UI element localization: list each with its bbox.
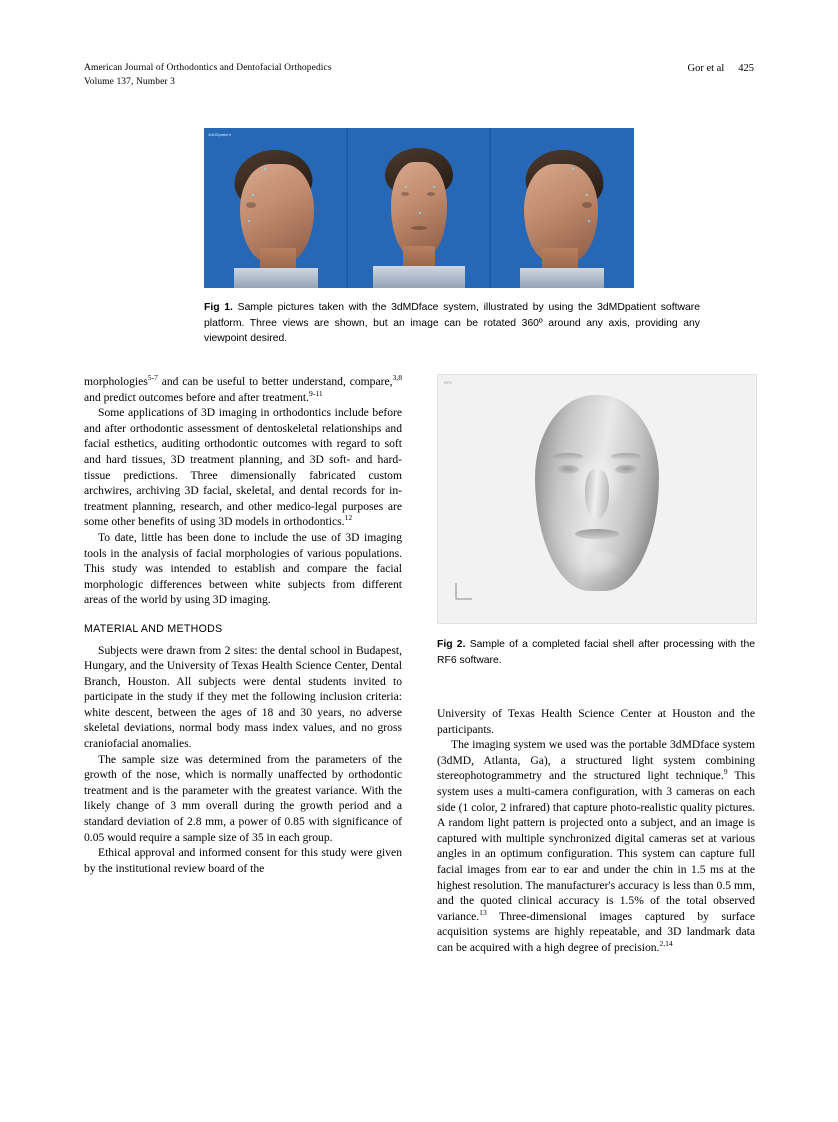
figure-2-viewer-tag: RF6 bbox=[444, 380, 452, 385]
reference-superscript: 12 bbox=[344, 513, 353, 523]
volume-issue: Volume 137, Number 3 bbox=[84, 76, 176, 87]
facial-shell-mesh bbox=[535, 395, 659, 591]
section-heading-material-and-methods: MATERIAL AND METHODS bbox=[84, 622, 223, 635]
running-head-right bbox=[688, 62, 755, 76]
page-number: 425 bbox=[738, 63, 754, 74]
body-paragraph: To date, little has been done to include the use of 3D imaging tools in the analysis of facial morphologies of various populations. This study was intended to establish and compare the facial morphologic differences between white subjects from different areas of the world by using 3D imaging. bbox=[84, 530, 402, 607]
reference-superscript: 9 bbox=[723, 767, 728, 777]
reference-superscript: 13 bbox=[479, 907, 487, 917]
figure-1-view-left-profile bbox=[204, 128, 347, 288]
figure-1-view-frontal bbox=[347, 128, 490, 288]
reference-superscript: 3,8 bbox=[392, 373, 402, 383]
left-paragraphs-top bbox=[84, 374, 402, 608]
left-paragraphs-bottom bbox=[84, 643, 402, 877]
right-paragraphs bbox=[437, 706, 755, 956]
reference-superscript: 2,14 bbox=[659, 939, 673, 949]
authors-short: Gor et al bbox=[687, 63, 725, 74]
body-paragraph: Subjects were drawn from 2 sites: the dental school in Budapest, Hungary, and the University of Texas Health Science Center, Dental Branch, Houston. All subjects were dental students invited to participate in the study if they met the following inclusion criteria: white descent, between the ages of 18 and 30 years, no adverse skeletal deviations, normal body mass index values, and no gross craniofacial anomalies. bbox=[84, 643, 402, 751]
body-column-left bbox=[84, 374, 402, 876]
axis-indicator-icon bbox=[454, 581, 474, 601]
figure-1-view-right-profile bbox=[490, 128, 633, 288]
figure-2-label: Fig 2. bbox=[437, 639, 466, 650]
body-paragraph: The imaging system we used was the portable 3dMDface system (3dMD, Atlanta, Ga), a structured light system combining stereophotogrammetry and the structured light technique.$^9$ This system uses a multi-camera configuration, with 3 cameras on each side (1 color, 2 infrared) that capture photo-realistic quality pictures. A random light pattern is projected onto a subject, and an image is captured with multiple synchronized digital cameras set at various angles in an optimum configuration. This system can capture full facial images from ear to ear and under the chin in 1.5 ms at the highest resolution. The manufacturer's accuracy is less than 0.5 mm, and the quoted clinical accuracy is 1.5% of the total observed variance.$^{13}$ Three-dimensional images captured by surface acquisition systems are highly repeatable, and 3D landmark data can be acquired with a high degree of precision.$^{2,14}$ bbox=[437, 738, 755, 954]
figure-2-caption bbox=[437, 637, 755, 668]
figure-2-caption-text: Sample of a completed facial shell after processing with the RF6 software. bbox=[437, 639, 755, 666]
body-paragraph: Ethical approval and informed consent for this study were given by the institutional review board of the bbox=[84, 846, 402, 875]
body-column-right bbox=[437, 706, 755, 956]
figure-1-viewer-tag: 3dMDpatient bbox=[208, 132, 231, 137]
journal-title: American Journal of Orthodontics and Dentofacial Orthopedics bbox=[84, 63, 332, 73]
body-paragraph: The sample size was determined from the parameters of the growth of the nose, which is normally unaffected by orthodontic treatment and is the parameter with the greatest variance. With the likely change of 3 mm overall during the growth period and a standard deviation of 2.8 mm, a power of 0.85 with significance of 0.05 would require a sample size of 35 in each group. bbox=[84, 752, 402, 844]
running-head bbox=[84, 62, 754, 89]
figure-1-caption bbox=[204, 300, 700, 347]
figure-1-caption-text: Sample pictures taken with the 3dMDface system, illustrated by using the 3dMDpatient software platform. Three views are shown, but an image can be rotated 360º around any axis, providing any viewpoint desired. bbox=[204, 302, 700, 344]
reference-superscript: 9-11 bbox=[309, 388, 323, 398]
body-paragraph: morphologies$^{5-7}$ and can be useful to better understand, compare,$^{3,8}$ and predict outcomes before and after treatment.$^{9-11}$ bbox=[84, 373, 402, 404]
body-paragraph: University of Texas Health Science Center at Houston and the participants. bbox=[437, 707, 755, 736]
figure-2-image bbox=[437, 374, 757, 624]
reference-superscript: 5-7 bbox=[147, 373, 158, 383]
figure-1-image bbox=[204, 128, 634, 288]
figure-1-label: Fig 1. bbox=[204, 302, 233, 313]
running-head-left bbox=[84, 62, 332, 89]
body-paragraph: Some applications of 3D imaging in orthodontics include before and after orthodontic assessment of dentoskeletal relationships and facial esthetics, auditing orthodontic outcomes with regard to soft and hard tissues, 3D treatment planning, and 3D soft- and hard-tissue predictions. Three dimensionally fabricated custom archwires, archiving 3D facial, skeletal, and dental records for in-treatment planning, research, and other medico-legal purposes are some other benefits of using 3D models in orthodontics.$^{12}$ bbox=[84, 406, 402, 529]
